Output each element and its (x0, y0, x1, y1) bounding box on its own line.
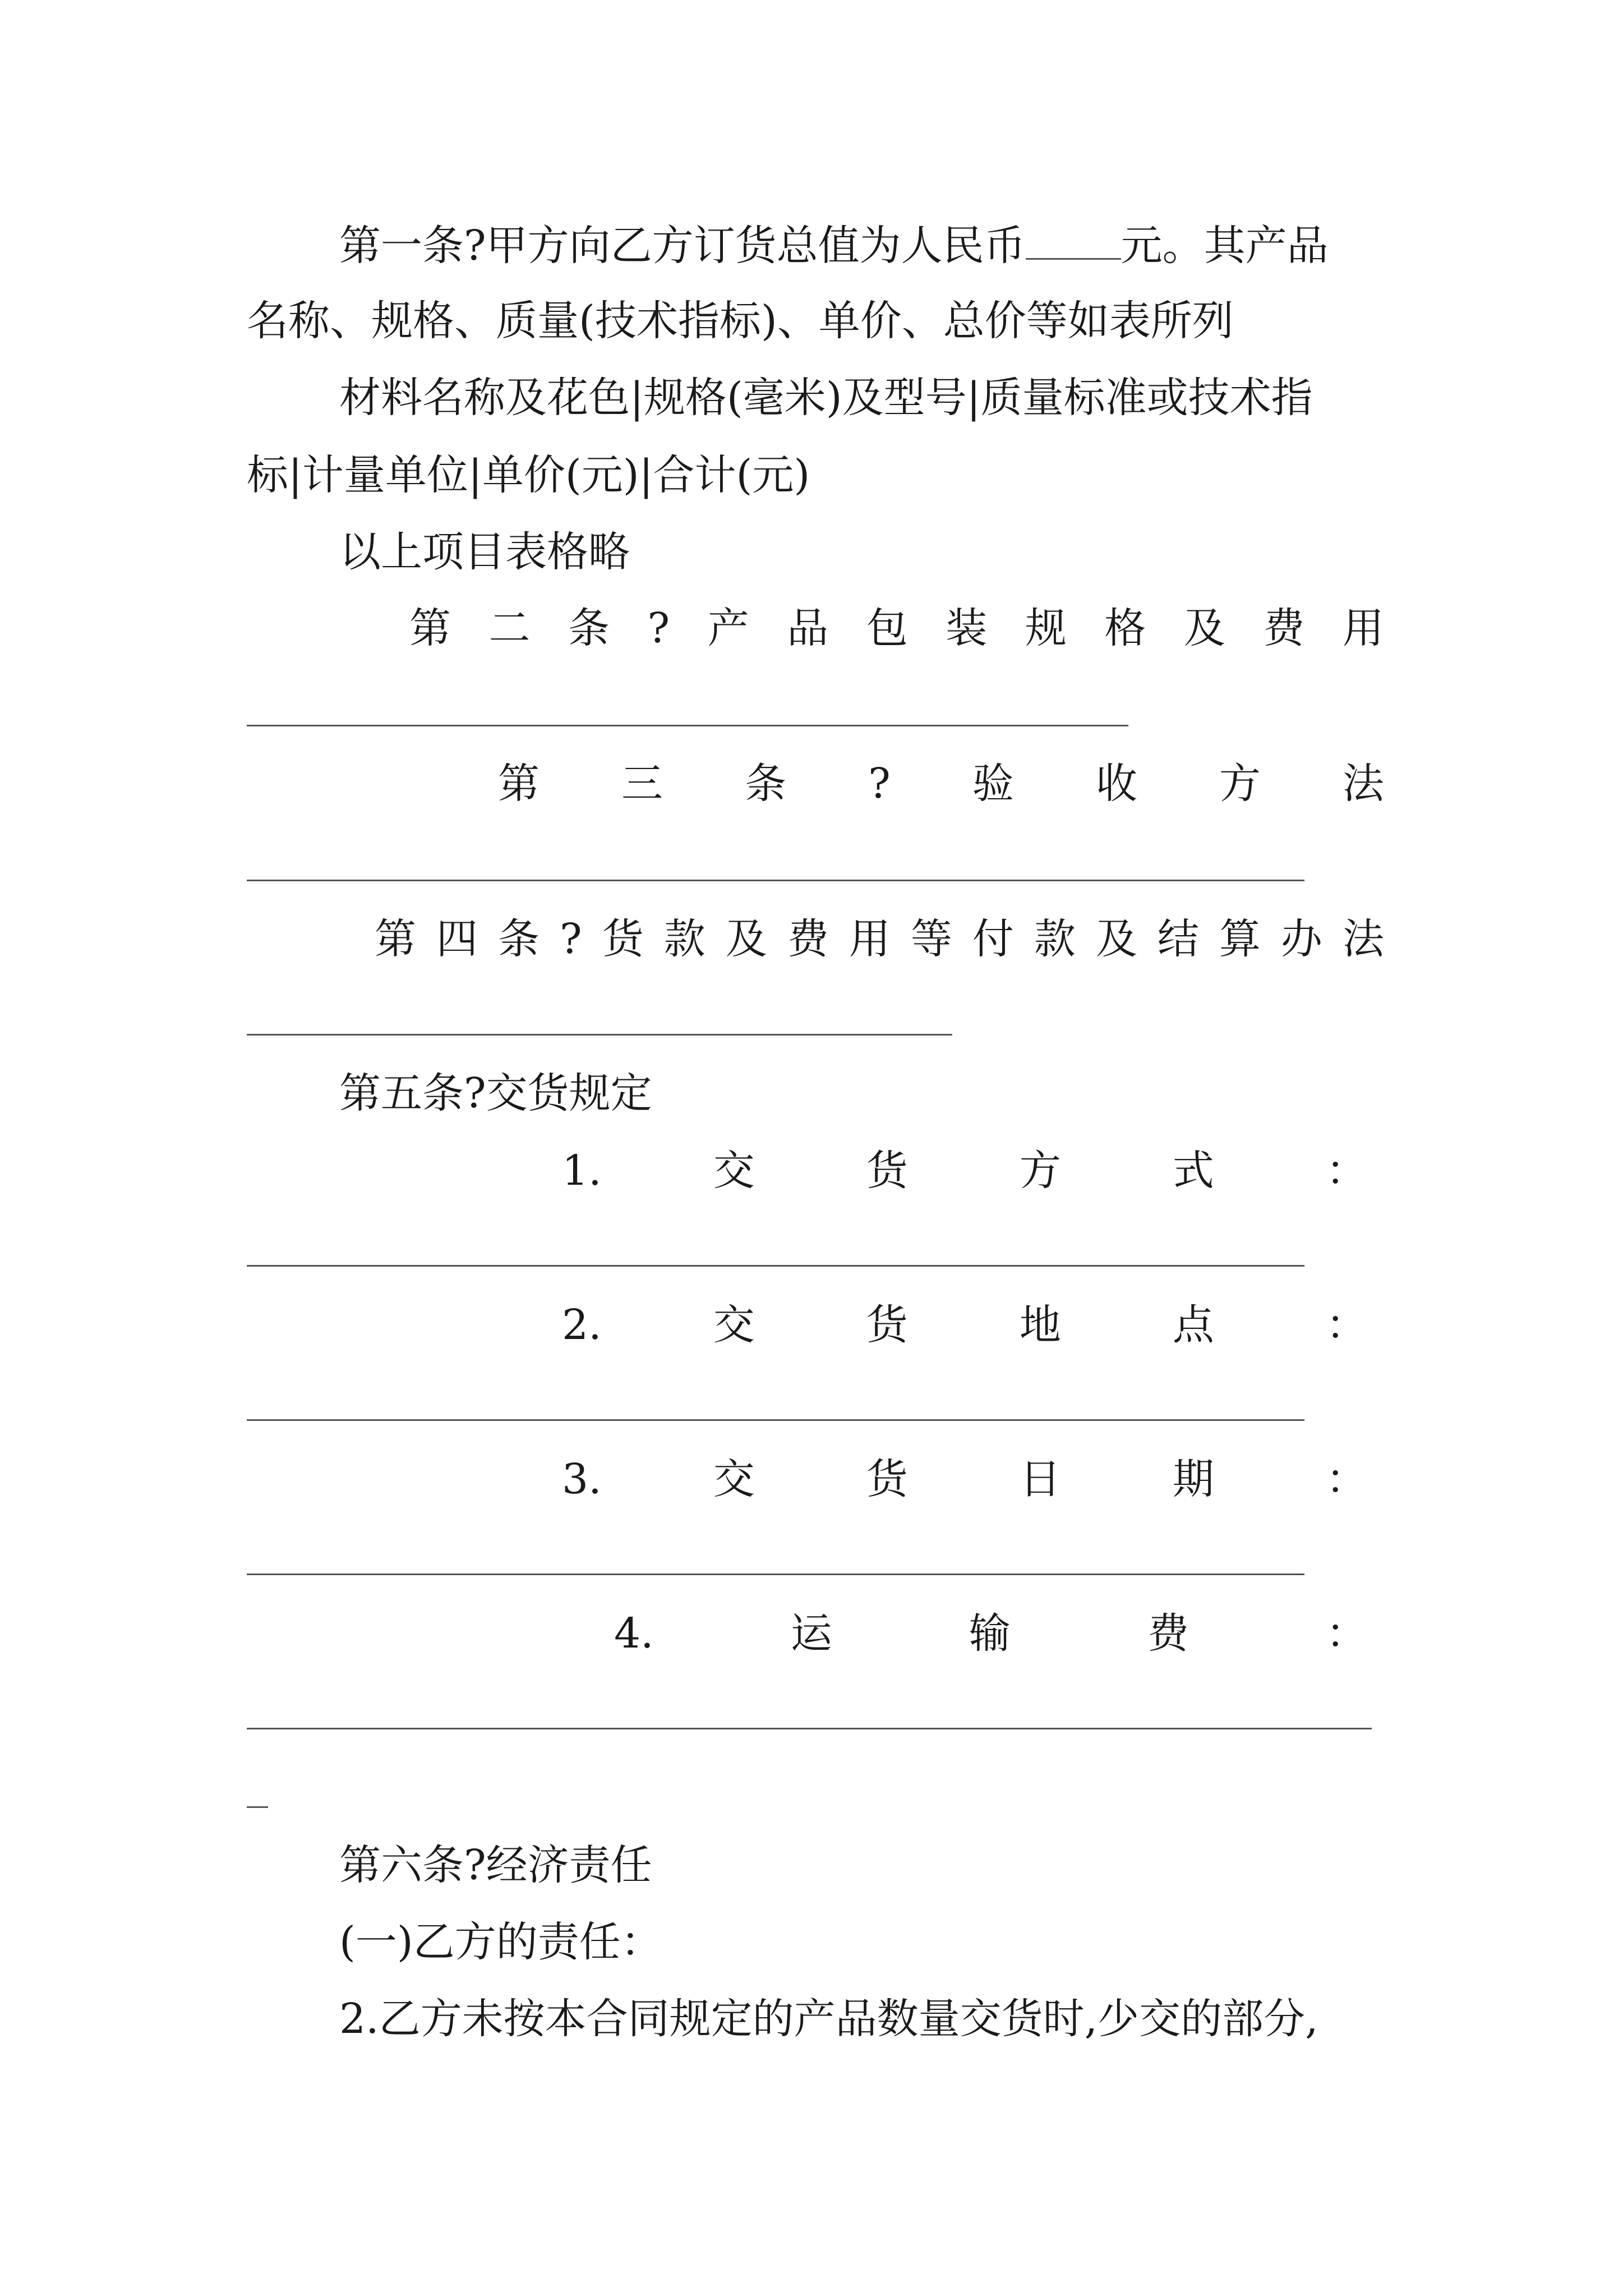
char: 包 (866, 604, 908, 652)
char: 方 (1219, 760, 1261, 808)
char: 法 (1342, 915, 1384, 963)
article-5-heading: 第五条?交货规定 (339, 1069, 652, 1117)
char: 款 (663, 915, 706, 963)
char: 款 (1034, 915, 1076, 963)
char: 用 (849, 915, 891, 963)
char: 条 (498, 915, 540, 963)
char: 交 (713, 1455, 755, 1503)
char: 装 (946, 604, 988, 652)
article-6-subsection-1: (一)乙方的责任： (339, 1918, 662, 1966)
article-2-fill-line (247, 725, 1128, 726)
char: 费 (1147, 1609, 1189, 1658)
article-1-line-2: 名称、规格、质量(技术指标)、单价、总价等如表所列 (247, 297, 1234, 345)
char: 运 (790, 1609, 832, 1658)
char: 产 (707, 604, 749, 652)
char: 日 (1019, 1455, 1061, 1503)
char: 方 (1019, 1147, 1061, 1195)
delivery-item-3-fill-line (247, 1573, 1304, 1575)
char: ? (868, 760, 891, 808)
char: 法 (1342, 760, 1384, 808)
article-3-heading (498, 760, 1384, 808)
char: 规 (1025, 604, 1067, 652)
char: 费 (1263, 604, 1305, 652)
delivery-item-1 (562, 1147, 1367, 1195)
char: 格 (1104, 604, 1146, 652)
article-6-heading: 第六条?经济责任 (339, 1841, 652, 1889)
char: 第 (498, 760, 540, 808)
article-4-fill-line (247, 1034, 952, 1036)
char: 费 (787, 915, 829, 963)
char: ? (647, 604, 670, 652)
item-number: 2. (562, 1301, 602, 1349)
delivery-item-4-fill-line (247, 1728, 1372, 1729)
char: 办 (1280, 915, 1322, 963)
table-header-line-2: 标|计量单位|单价(元)|合计(元) (247, 451, 810, 499)
char: 货 (866, 1455, 908, 1503)
char: 及 (725, 915, 767, 963)
article-1-line-1 (339, 222, 1329, 270)
article-1-text-b: 元。其产品 (1121, 222, 1329, 270)
char: 交 (713, 1147, 755, 1195)
char: 货 (602, 915, 644, 963)
char: 式 (1172, 1147, 1214, 1195)
article-2-heading (409, 604, 1384, 652)
table-omitted-note: 以上项目表格略 (339, 528, 630, 576)
delivery-item-2-fill-line (247, 1419, 1304, 1421)
char: 及 (1183, 604, 1225, 652)
char: 品 (787, 604, 829, 652)
colon: ： (1326, 1455, 1367, 1503)
char: 结 (1157, 915, 1199, 963)
char: 及 (1095, 915, 1137, 963)
table-header-line-1: 材料名称及花色|规格(毫米)及型号|质量标准或技术指 (339, 374, 1313, 422)
char: 条 (745, 760, 787, 808)
char: ? (560, 915, 582, 963)
char: 等 (910, 915, 952, 963)
char: 用 (1342, 604, 1384, 652)
delivery-item-1-fill-line (247, 1265, 1304, 1267)
char: 期 (1172, 1455, 1214, 1503)
char: 验 (972, 760, 1014, 808)
char: 四 (436, 915, 478, 963)
char: 第 (409, 604, 451, 652)
item-number: 3. (562, 1455, 602, 1503)
amount-blank (1026, 223, 1121, 260)
article-3-fill-line (247, 880, 1304, 881)
colon: ： (1325, 1609, 1367, 1658)
char: 三 (621, 760, 663, 808)
char: 货 (866, 1147, 908, 1195)
article-4-heading (375, 915, 1384, 963)
char: 输 (969, 1609, 1011, 1658)
char: 地 (1019, 1301, 1061, 1349)
delivery-item-4 (614, 1609, 1367, 1658)
delivery-item-4-fill-line-tail (247, 1806, 268, 1808)
char: 条 (568, 604, 610, 652)
char: 付 (972, 915, 1014, 963)
char: 第 (375, 915, 416, 963)
delivery-item-3 (562, 1455, 1367, 1503)
char: 二 (488, 604, 531, 652)
char: 交 (713, 1301, 755, 1349)
item-number: 4. (614, 1609, 654, 1658)
colon: ： (1326, 1147, 1367, 1195)
colon: ： (1326, 1301, 1367, 1349)
article-6-clause-2: 2.乙方未按本合同规定的产品数量交货时,少交的部分, (339, 1995, 1318, 2043)
char: 点 (1172, 1301, 1214, 1349)
delivery-item-2 (562, 1301, 1367, 1349)
char: 收 (1095, 760, 1137, 808)
item-number: 1. (562, 1147, 602, 1195)
char: 货 (866, 1301, 908, 1349)
char: 算 (1219, 915, 1261, 963)
article-1-text-a: 第一条?甲方向乙方订货总值为人民币 (339, 222, 1026, 270)
